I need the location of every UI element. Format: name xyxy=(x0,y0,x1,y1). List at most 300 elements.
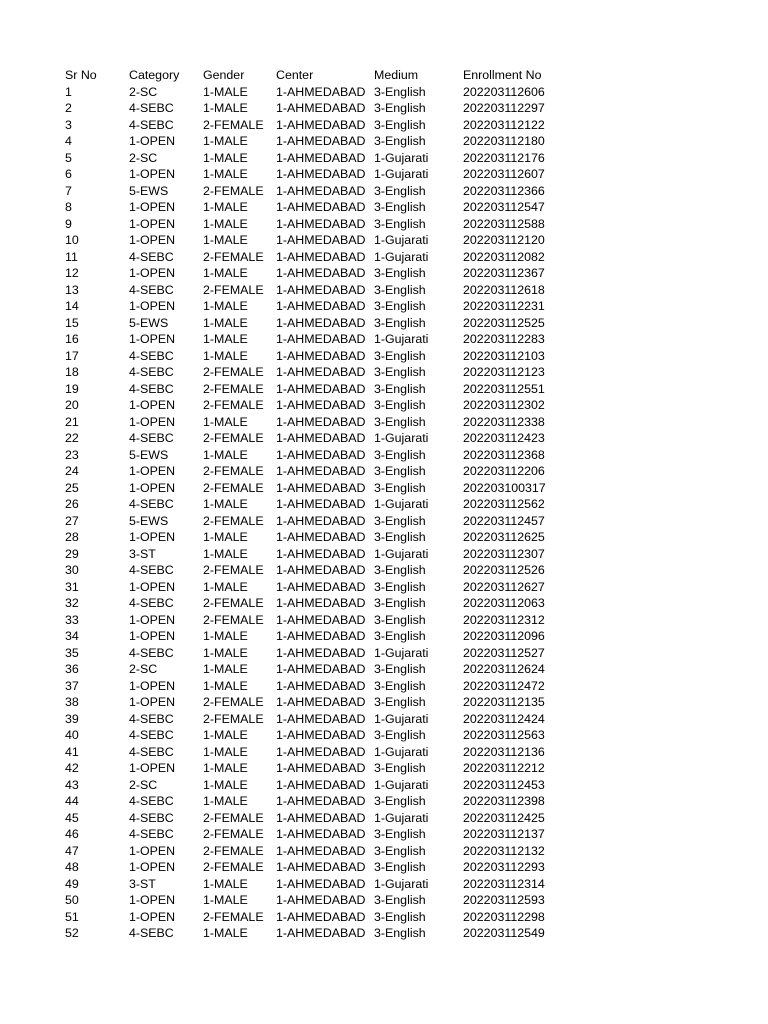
cell-category: 1-OPEN xyxy=(129,134,176,148)
cell-sr-no: 7 xyxy=(65,183,72,198)
cell-medium: 3-English xyxy=(374,117,426,132)
cell-enrollment-no: 202203112606 xyxy=(463,84,545,99)
cell-medium: 3-English xyxy=(374,266,426,280)
table-row xyxy=(65,628,563,645)
cell-enrollment-no: 202203112298 xyxy=(463,909,545,924)
cell-sr-no: 52 xyxy=(65,926,79,940)
cell-center: 1-AHMEDABAD xyxy=(276,480,366,495)
cell-sr-no: 44 xyxy=(65,794,79,808)
cell-sr-no: 15 xyxy=(65,315,79,330)
cell-gender: 2-FEMALE xyxy=(203,860,264,874)
cell-gender: 2-FEMALE xyxy=(203,810,264,825)
cell-category: 4-SEBC xyxy=(129,810,174,825)
cell-center: 1-AHMEDABAD xyxy=(276,513,366,528)
cell-center: 1-AHMEDABAD xyxy=(276,381,366,396)
cell-sr-no: 1 xyxy=(65,84,72,99)
cell-category: 1-OPEN xyxy=(129,398,176,412)
cell-medium: 3-English xyxy=(374,695,426,709)
cell-enrollment-no: 202203112366 xyxy=(463,183,545,198)
cell-medium: 3-English xyxy=(374,513,426,528)
cell-center: 1-AHMEDABAD xyxy=(276,728,366,742)
cell-category: 4-SEBC xyxy=(129,117,174,132)
cell-medium: 3-English xyxy=(374,447,426,462)
cell-gender: 1-MALE xyxy=(203,167,248,181)
cell-category: 1-OPEN xyxy=(129,266,176,280)
enrollment-table xyxy=(65,67,563,942)
cell-center: 1-AHMEDABAD xyxy=(276,843,366,858)
cell-gender: 1-MALE xyxy=(203,794,248,808)
cell-center: 1-AHMEDABAD xyxy=(276,464,366,478)
cell-center: 1-AHMEDABAD xyxy=(276,530,366,544)
table-row xyxy=(65,760,563,777)
cell-medium: 3-English xyxy=(374,662,426,676)
cell-enrollment-no: 202203112457 xyxy=(463,513,545,528)
cell-category: 5-EWS xyxy=(129,315,169,330)
cell-category: 5-EWS xyxy=(129,513,169,528)
cell-sr-no: 22 xyxy=(65,431,79,445)
cell-center: 1-AHMEDABAD xyxy=(276,546,366,561)
table-row xyxy=(65,282,563,299)
cell-enrollment-no: 202203112096 xyxy=(463,629,545,643)
table-row xyxy=(65,430,563,447)
cell-category: 4-SEBC xyxy=(129,926,174,940)
table-row xyxy=(65,925,563,942)
table-row xyxy=(65,117,563,134)
cell-enrollment-no: 202203112423 xyxy=(463,431,545,445)
cell-medium: 1-Gujarati xyxy=(374,150,429,165)
cell-sr-no: 40 xyxy=(65,728,79,742)
cell-medium: 1-Gujarati xyxy=(374,497,429,511)
cell-center: 1-AHMEDABAD xyxy=(276,200,366,214)
cell-center: 1-AHMEDABAD xyxy=(276,794,366,808)
cell-sr-no: 21 xyxy=(65,414,79,429)
cell-enrollment-no: 202203112562 xyxy=(463,497,545,511)
table-row xyxy=(65,480,563,497)
cell-sr-no: 38 xyxy=(65,695,79,709)
cell-enrollment-no: 202203112135 xyxy=(463,695,545,709)
cell-category: 1-OPEN xyxy=(129,678,176,693)
table-row xyxy=(65,315,563,332)
cell-enrollment-no: 202203112297 xyxy=(463,101,545,115)
cell-medium: 3-English xyxy=(374,761,426,775)
cell-gender: 1-MALE xyxy=(203,266,248,280)
cell-gender: 1-MALE xyxy=(203,777,248,792)
cell-sr-no: 26 xyxy=(65,497,79,511)
table-row xyxy=(65,678,563,695)
table-row xyxy=(65,562,563,579)
cell-sr-no: 10 xyxy=(65,233,79,247)
cell-enrollment-no: 202203112551 xyxy=(463,381,545,396)
cell-gender: 2-FEMALE xyxy=(203,431,264,445)
table-row xyxy=(65,876,563,893)
cell-enrollment-no: 202203112120 xyxy=(463,233,545,247)
table-row xyxy=(65,645,563,662)
cell-category: 1-OPEN xyxy=(129,893,176,907)
cell-gender: 1-MALE xyxy=(203,662,248,676)
cell-sr-no: 12 xyxy=(65,266,79,280)
cell-enrollment-no: 202203112398 xyxy=(463,794,545,808)
cell-enrollment-no: 202203112132 xyxy=(463,843,545,858)
cell-sr-no: 33 xyxy=(65,612,79,627)
cell-center: 1-AHMEDABAD xyxy=(276,216,366,231)
table-row xyxy=(65,529,563,546)
cell-enrollment-no: 202203112212 xyxy=(463,761,545,775)
cell-medium: 3-English xyxy=(374,183,426,198)
cell-center: 1-AHMEDABAD xyxy=(276,711,366,726)
cell-center: 1-AHMEDABAD xyxy=(276,117,366,132)
cell-gender: 2-FEMALE xyxy=(203,695,264,709)
cell-category: 4-SEBC xyxy=(129,728,174,742)
cell-gender: 2-FEMALE xyxy=(203,365,264,379)
cell-medium: 1-Gujarati xyxy=(374,431,429,445)
cell-gender: 1-MALE xyxy=(203,728,248,742)
cell-gender: 1-MALE xyxy=(203,200,248,214)
cell-medium: 1-Gujarati xyxy=(374,645,429,660)
cell-gender: 2-FEMALE xyxy=(203,464,264,478)
cell-gender: 2-FEMALE xyxy=(203,513,264,528)
cell-medium: 3-English xyxy=(374,843,426,858)
cell-enrollment-no: 202203112231 xyxy=(463,299,545,313)
cell-medium: 3-English xyxy=(374,909,426,924)
cell-medium: 3-English xyxy=(374,893,426,907)
cell-sr-no: 9 xyxy=(65,216,72,231)
cell-category: 1-OPEN xyxy=(129,695,176,709)
cell-category: 4-SEBC xyxy=(129,431,174,445)
cell-center: 1-AHMEDABAD xyxy=(276,249,366,264)
cell-enrollment-no: 202203112122 xyxy=(463,117,545,132)
cell-category: 1-OPEN xyxy=(129,530,176,544)
cell-gender: 1-MALE xyxy=(203,579,248,594)
table-row xyxy=(65,265,563,282)
table-row xyxy=(65,711,563,728)
cell-gender: 1-MALE xyxy=(203,645,248,660)
table-row xyxy=(65,909,563,926)
cell-enrollment-no: 202203112082 xyxy=(463,249,545,264)
cell-center: 1-AHMEDABAD xyxy=(276,315,366,330)
cell-center: 1-AHMEDABAD xyxy=(276,695,366,709)
cell-gender: 1-MALE xyxy=(203,926,248,940)
cell-center: 1-AHMEDABAD xyxy=(276,183,366,198)
cell-medium: 3-English xyxy=(374,134,426,148)
cell-medium: 1-Gujarati xyxy=(374,332,429,346)
cell-sr-no: 20 xyxy=(65,398,79,412)
cell-center: 1-AHMEDABAD xyxy=(276,233,366,247)
cell-medium: 3-English xyxy=(374,216,426,231)
table-row xyxy=(65,595,563,612)
cell-sr-no: 23 xyxy=(65,447,79,462)
cell-center: 1-AHMEDABAD xyxy=(276,332,366,346)
cell-medium: 3-English xyxy=(374,200,426,214)
cell-enrollment-no: 202203112526 xyxy=(463,563,545,577)
cell-category: 1-OPEN xyxy=(129,464,176,478)
cell-category: 4-SEBC xyxy=(129,365,174,379)
cell-category: 5-EWS xyxy=(129,183,169,198)
cell-gender: 2-FEMALE xyxy=(203,282,264,297)
cell-category: 3-ST xyxy=(129,546,156,561)
cell-gender: 1-MALE xyxy=(203,497,248,511)
table-row xyxy=(65,859,563,876)
table-row xyxy=(65,810,563,827)
cell-sr-no: 27 xyxy=(65,513,79,528)
cell-center: 1-AHMEDABAD xyxy=(276,827,366,841)
cell-enrollment-no: 202203112549 xyxy=(463,926,545,940)
cell-sr-no: 13 xyxy=(65,282,79,297)
cell-category: 4-SEBC xyxy=(129,563,174,577)
cell-sr-no: 30 xyxy=(65,563,79,577)
table-row xyxy=(65,892,563,909)
cell-sr-no: 3 xyxy=(65,117,72,132)
cell-sr-no: 18 xyxy=(65,365,79,379)
table-row xyxy=(65,249,563,266)
table-row xyxy=(65,744,563,761)
table-row xyxy=(65,133,563,150)
cell-enrollment-no: 202203112180 xyxy=(463,134,545,148)
cell-center: 1-AHMEDABAD xyxy=(276,596,366,610)
cell-enrollment-no: 202203112625 xyxy=(463,530,545,544)
cell-gender: 1-MALE xyxy=(203,893,248,907)
cell-category: 4-SEBC xyxy=(129,645,174,660)
cell-sr-no: 47 xyxy=(65,843,79,858)
cell-enrollment-no: 202203112367 xyxy=(463,266,545,280)
cell-gender: 1-MALE xyxy=(203,332,248,346)
cell-category: 1-OPEN xyxy=(129,216,176,231)
cell-gender: 2-FEMALE xyxy=(203,117,264,132)
cell-sr-no: 39 xyxy=(65,711,79,726)
cell-sr-no: 32 xyxy=(65,596,79,610)
header-category: Category xyxy=(129,68,180,82)
cell-sr-no: 4 xyxy=(65,134,72,148)
cell-enrollment-no: 202203112425 xyxy=(463,810,545,825)
cell-sr-no: 42 xyxy=(65,761,79,775)
cell-enrollment-no: 202203112283 xyxy=(463,332,545,346)
header-gender: Gender xyxy=(203,68,245,82)
cell-medium: 3-English xyxy=(374,315,426,330)
cell-gender: 1-MALE xyxy=(203,447,248,462)
cell-sr-no: 48 xyxy=(65,860,79,874)
cell-center: 1-AHMEDABAD xyxy=(276,414,366,429)
cell-sr-no: 37 xyxy=(65,678,79,693)
cell-category: 3-ST xyxy=(129,876,156,891)
cell-medium: 3-English xyxy=(374,84,426,99)
cell-enrollment-no: 202203112302 xyxy=(463,398,545,412)
cell-medium: 3-English xyxy=(374,596,426,610)
table-row xyxy=(65,612,563,629)
cell-sr-no: 16 xyxy=(65,332,79,346)
cell-center: 1-AHMEDABAD xyxy=(276,167,366,181)
cell-gender: 2-FEMALE xyxy=(203,596,264,610)
cell-center: 1-AHMEDABAD xyxy=(276,447,366,462)
cell-medium: 1-Gujarati xyxy=(374,777,429,792)
cell-medium: 3-English xyxy=(374,629,426,643)
table-row xyxy=(65,216,563,233)
cell-center: 1-AHMEDABAD xyxy=(276,860,366,874)
cell-gender: 1-MALE xyxy=(203,678,248,693)
cell-enrollment-no: 202203112607 xyxy=(463,167,545,181)
cell-category: 2-SC xyxy=(129,662,158,676)
cell-medium: 1-Gujarati xyxy=(374,876,429,891)
cell-enrollment-no: 202203112547 xyxy=(463,200,545,214)
cell-gender: 1-MALE xyxy=(203,761,248,775)
table-row xyxy=(65,199,563,216)
cell-category: 2-SC xyxy=(129,84,158,99)
cell-category: 1-OPEN xyxy=(129,612,176,627)
cell-center: 1-AHMEDABAD xyxy=(276,761,366,775)
cell-gender: 1-MALE xyxy=(203,629,248,643)
cell-category: 4-SEBC xyxy=(129,282,174,297)
cell-enrollment-no: 202203112338 xyxy=(463,414,545,429)
cell-category: 1-OPEN xyxy=(129,332,176,346)
cell-category: 1-OPEN xyxy=(129,761,176,775)
cell-category: 4-SEBC xyxy=(129,794,174,808)
cell-category: 2-SC xyxy=(129,150,158,165)
cell-medium: 3-English xyxy=(374,827,426,841)
cell-gender: 1-MALE xyxy=(203,84,248,99)
header-enrollment-no: Enrollment No xyxy=(463,68,542,82)
cell-sr-no: 46 xyxy=(65,827,79,841)
cell-medium: 3-English xyxy=(374,464,426,478)
cell-gender: 2-FEMALE xyxy=(203,398,264,412)
table-row xyxy=(65,793,563,810)
cell-center: 1-AHMEDABAD xyxy=(276,678,366,693)
cell-enrollment-no: 202203100317 xyxy=(463,480,546,495)
cell-gender: 2-FEMALE xyxy=(203,909,264,924)
cell-enrollment-no: 202203112123 xyxy=(463,365,545,379)
cell-category: 1-OPEN xyxy=(129,167,176,181)
cell-center: 1-AHMEDABAD xyxy=(276,497,366,511)
table-row xyxy=(65,298,563,315)
cell-sr-no: 8 xyxy=(65,200,72,214)
cell-medium: 3-English xyxy=(374,926,426,940)
cell-sr-no: 11 xyxy=(65,249,78,264)
cell-enrollment-no: 202203112312 xyxy=(463,612,545,627)
cell-enrollment-no: 202203112453 xyxy=(463,777,545,792)
table-row xyxy=(65,579,563,596)
cell-medium: 3-English xyxy=(374,563,426,577)
cell-category: 1-OPEN xyxy=(129,579,176,594)
header-medium: Medium xyxy=(374,68,419,82)
cell-medium: 1-Gujarati xyxy=(374,546,429,561)
table-row xyxy=(65,150,563,167)
cell-center: 1-AHMEDABAD xyxy=(276,612,366,627)
table-row xyxy=(65,463,563,480)
table-row xyxy=(65,414,563,431)
cell-enrollment-no: 202203112525 xyxy=(463,315,545,330)
cell-enrollment-no: 202203112137 xyxy=(463,827,545,841)
cell-sr-no: 35 xyxy=(65,645,79,660)
table-row xyxy=(65,513,563,530)
cell-medium: 1-Gujarati xyxy=(374,711,429,726)
cell-gender: 2-FEMALE xyxy=(203,563,264,577)
cell-gender: 1-MALE xyxy=(203,348,248,363)
table-row xyxy=(65,661,563,678)
cell-center: 1-AHMEDABAD xyxy=(276,431,366,445)
cell-enrollment-no: 202203112103 xyxy=(463,348,545,363)
cell-center: 1-AHMEDABAD xyxy=(276,134,366,148)
cell-gender: 2-FEMALE xyxy=(203,612,264,627)
cell-category: 1-OPEN xyxy=(129,860,176,874)
table-row xyxy=(65,331,563,348)
cell-sr-no: 28 xyxy=(65,530,79,544)
cell-medium: 1-Gujarati xyxy=(374,249,429,264)
cell-sr-no: 34 xyxy=(65,629,79,643)
cell-category: 1-OPEN xyxy=(129,909,176,924)
cell-sr-no: 5 xyxy=(65,150,72,165)
cell-center: 1-AHMEDABAD xyxy=(276,744,366,759)
cell-category: 1-OPEN xyxy=(129,200,176,214)
cell-gender: 1-MALE xyxy=(203,744,248,759)
cell-enrollment-no: 202203112618 xyxy=(463,282,545,297)
cell-enrollment-no: 202203112293 xyxy=(463,860,545,874)
enrollment-sheet xyxy=(65,67,563,942)
cell-gender: 1-MALE xyxy=(203,546,248,561)
cell-medium: 3-English xyxy=(374,101,426,115)
table-body xyxy=(65,84,563,942)
cell-enrollment-no: 202203112593 xyxy=(463,893,545,907)
header-sr-no: Sr No xyxy=(65,68,97,82)
table-row xyxy=(65,348,563,365)
cell-sr-no: 51 xyxy=(65,909,79,924)
table-row xyxy=(65,843,563,860)
cell-sr-no: 25 xyxy=(65,480,79,495)
cell-sr-no: 19 xyxy=(65,381,79,396)
cell-enrollment-no: 202203112424 xyxy=(463,711,545,726)
cell-medium: 3-English xyxy=(374,530,426,544)
cell-sr-no: 2 xyxy=(65,101,72,115)
cell-medium: 3-English xyxy=(374,398,426,412)
cell-gender: 2-FEMALE xyxy=(203,381,264,396)
cell-gender: 1-MALE xyxy=(203,315,248,330)
cell-category: 4-SEBC xyxy=(129,249,174,264)
cell-enrollment-no: 202203112206 xyxy=(463,464,545,478)
cell-gender: 1-MALE xyxy=(203,299,248,313)
cell-category: 5-EWS xyxy=(129,447,169,462)
cell-gender: 1-MALE xyxy=(203,530,248,544)
cell-enrollment-no: 202203112527 xyxy=(463,645,545,660)
cell-category: 1-OPEN xyxy=(129,299,176,313)
table-row xyxy=(65,183,563,200)
cell-medium: 3-English xyxy=(374,728,426,742)
table-header-row xyxy=(65,67,563,84)
table-row xyxy=(65,100,563,117)
cell-sr-no: 43 xyxy=(65,777,79,792)
cell-sr-no: 50 xyxy=(65,893,79,907)
cell-category: 2-SC xyxy=(129,777,158,792)
cell-gender: 2-FEMALE xyxy=(203,480,264,495)
cell-center: 1-AHMEDABAD xyxy=(276,299,366,313)
cell-center: 1-AHMEDABAD xyxy=(276,629,366,643)
cell-enrollment-no: 202203112063 xyxy=(463,596,545,610)
cell-medium: 1-Gujarati xyxy=(374,744,429,759)
cell-sr-no: 49 xyxy=(65,876,79,891)
cell-center: 1-AHMEDABAD xyxy=(276,810,366,825)
cell-gender: 1-MALE xyxy=(203,216,248,231)
cell-center: 1-AHMEDABAD xyxy=(276,84,366,99)
cell-center: 1-AHMEDABAD xyxy=(276,282,366,297)
table-row xyxy=(65,397,563,414)
cell-medium: 3-English xyxy=(374,612,426,627)
cell-enrollment-no: 202203112563 xyxy=(463,728,545,742)
cell-category: 4-SEBC xyxy=(129,711,174,726)
table-row xyxy=(65,496,563,513)
cell-enrollment-no: 202203112624 xyxy=(463,662,545,676)
cell-medium: 1-Gujarati xyxy=(374,810,429,825)
cell-category: 4-SEBC xyxy=(129,744,174,759)
cell-gender: 2-FEMALE xyxy=(203,827,264,841)
cell-center: 1-AHMEDABAD xyxy=(276,398,366,412)
cell-center: 1-AHMEDABAD xyxy=(276,662,366,676)
cell-center: 1-AHMEDABAD xyxy=(276,777,366,792)
cell-medium: 3-English xyxy=(374,678,426,693)
